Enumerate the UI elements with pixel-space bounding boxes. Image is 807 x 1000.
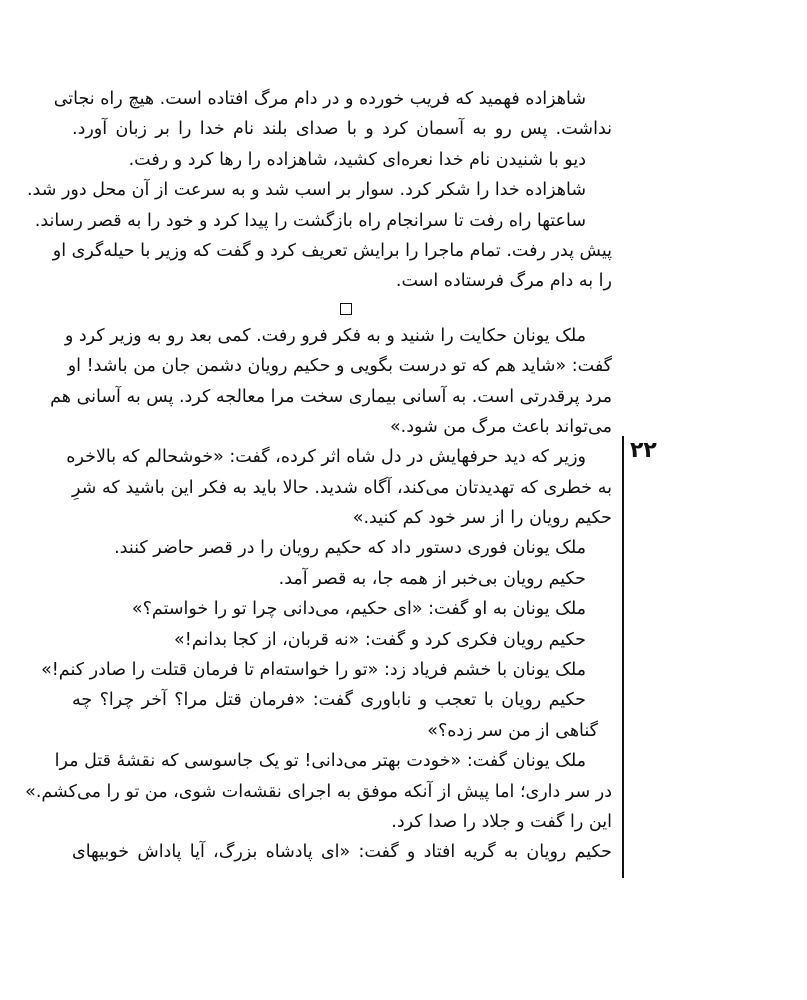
text-line: حکیم رویان را از سر خود کم کنید.» (352, 508, 612, 529)
page-number: ۲۲ (630, 438, 657, 463)
text-line: ملک یونان به او گفت: «ای حکیم، می‌دانی چرا تو را خواستم؟» (131, 599, 586, 620)
text-line: ساعتها راه رفت تا سرانجام راه بازگشت را پیدا کرد و خود را به قصر رساند. (34, 210, 586, 231)
text-line: وزیر که دید حرفهایش در دل شاه اثر کرده، گفت: «خوشحالم که بالاخره (66, 447, 586, 468)
text-line: ملک یونان فوری دستور داد که حکیم رویان را در قصر حاضر کنند. (114, 538, 586, 559)
margin-rule (622, 436, 624, 878)
text-line: مرد پرقدرتی است. به آسانی بیماری سخت مرا معالجه کرد. پس به آسانی هم (50, 386, 612, 407)
text-line: در سر داری؛ اما پیش از آنکه موفق به اجرای نقشه‌ات شوی، من تو را می‌کشم.» (25, 781, 612, 802)
text-line: حکیم رویان با تعجب و ناباوری گفت: «فرمان قتل مرا؟ آخر چرا؟ چه (72, 690, 586, 711)
body-text (25, 84, 612, 868)
section-break (72, 297, 612, 321)
text-line: حکیم رویان بی‌خبر از همه جا، به قصر آمد. (278, 568, 586, 589)
text-line: شاهزاده فهمید که فریب خورده و در دام مرگ افتاده است. هیچ راه نجاتی (53, 89, 586, 109)
text-line: به خطری که تهدیدتان می‌کند، آگاه شدید. حالا باید به فکر این باشید که شرِ (72, 477, 612, 498)
text-line: این را گفت و جلاد را صدا کرد. (391, 811, 612, 832)
text-line: پیش پدر رفت. تمام ماجرا را برایش تعریف کرد و گفت که وزیر با حیله‌گری او (52, 240, 612, 261)
text-line: را به دام مرگ فرستاده است. (395, 271, 612, 292)
text-line: ملک یونان با خشم فریاد زد: «تو را خواسته‌ام تا فرمان قتلت را صادر کنم!» (41, 660, 586, 681)
text-line: دیو با شنیدن نام خدا نعره‌ای کشید، شاهزاده را رها کرد و رفت. (128, 149, 586, 170)
section-break-box-icon (340, 303, 352, 315)
text-line: ملک یونان گفت: «خودت بهتر می‌دانی! تو یک جاسوسی که نقشهٔ قتل مرا (54, 751, 586, 772)
text-line: حکیم رویان به گریه افتاد و گفت: «ای پادشاه بزرگ، آیا پاداش خوبیهای (72, 842, 612, 863)
text-line: گفت: «شاید هم که تو درست بگویی و حکیم رویان دشمن جان من باشد! او (67, 356, 612, 377)
text-line: حکیم رویان فکری کرد و گفت: «نه قربان، از کجا بدانم!» (174, 629, 586, 650)
text-line: گناهی از من سر زده؟» (427, 720, 598, 741)
text-line: می‌تواند باعث مرگ من شود.» (389, 416, 612, 437)
text-line: شاهزاده خدا را شکر کرد. سوار بر اسب شد و به سرعت از آن محل دور شد. (26, 180, 586, 201)
text-line: ملک یونان حکایت را شنید و به فکر فرو رفت. کمی بعد رو به وزیر کرد و (64, 325, 586, 346)
text-line: نداشت. پس رو به آسمان کرد و با صدای بلند نام خدا را بر زبان آورد. (72, 119, 612, 140)
